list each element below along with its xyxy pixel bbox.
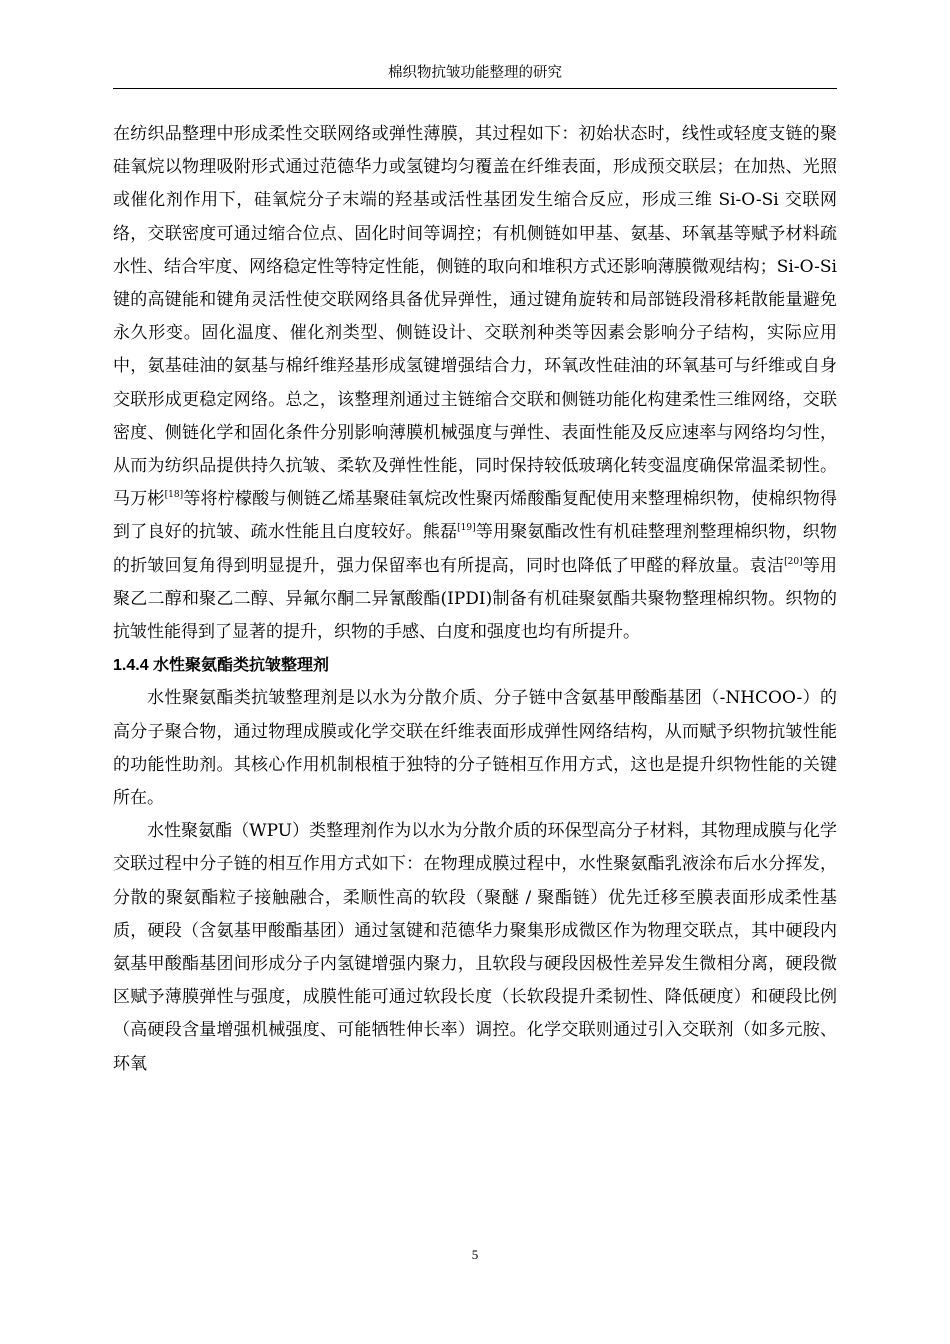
running-header: 棉织物抗皱功能整理的研究: [388, 65, 562, 81]
citation-ref: [19]: [457, 523, 476, 534]
paragraph-text: 等将柠檬酸与侧链乙烯基聚硅氧烷改性聚丙烯酸酯复配使用来整理棉织物，使棉织物得到了良好的抗皱、疏水性能且白度较好。熊磊: [113, 489, 838, 543]
paragraph-wpu-mechanism: 水性聚氨酯（WPU）类整理剂作为以水为分散介质的环保型高分子材料，其物理成膜与化学交联过程中分子链的相互作用方式如下：在物理成膜过程中，水性聚氨酯乳液涂布后水分挥发，分散的聚氨酯粒子接触融合，柔顺性高的软段（聚醚 / 聚酯链）优先迁移至膜表面形成柔性基质，硬段（含氨基甲酸酯基团）通过氢键和范德华力聚集形成微区作为物理交联点，其中硬段内氨基甲酸酯基团间形成分子内氢键增强内聚力，且软段与硬段因极性差异发生微相分离，硬段微区赋予薄膜弹性与强度，成膜性能可通过软段长度（长软段提升柔韧性、降低硬度）和硬段比例（高硬段含量增强机械强度、可能牺牲伸长率）调控。化学交联则通过引入交联剂（如多元胺、环氧: [113, 821, 837, 1074]
paragraph-text: 在纺织品整理中形成柔性交联网络或弹性薄膜，其过程如下：初始状态时，线性或轻度支链的聚硅氧烷以物理吸附形式通过范德华力或氢键均匀覆盖在纤维表面，形成预交联层；在加热、光照或催化剂作用下，硅氧烷分子末端的羟基或活性基团发生缩合反应，形成三维 Si-O-Si 交联网络，交联密度可通过缩合位点、固化时间等调控；有机侧链如甲基、氨基、环氧基等赋予材料疏水性、结合牢度、网络稳定性等特定性能，侧链的取向和堆积方式还影响薄膜微观结构；Si-O-Si 键的高键能和键角灵活性使交联网络具备优异弹性，通过键角旋转和局部链段滑移耗散能量避免永久形变。固化温度、催化剂类型、侧链设计、交联剂种类等因素会影响分子结构，实际应用中，氨基硅油的氨基与棉纤维羟基形成氢键增强结合力，环氧改性硅油的环氧基可与纤维或自身交联形成更稳定网络。总之，该整理剂通过主链缩合交联和侧链功能化构建柔性三维网络，交联密度、侧链化学和固化条件分别影响薄膜机械强度与弹性、表面性能及反应速率与网络均匀性，从而为纺织品提供持久抗皱、柔软及弹性性能，同时保持较低玻璃化转变温度确保常温柔韧性。马万彬: [113, 124, 837, 510]
page-body: [113, 118, 837, 1081]
header-rule: [113, 88, 837, 89]
paragraph-wpu-definition: 水性聚氨酯类抗皱整理剂是以水为分散介质、分子链中含氨基甲酸酯基团（-NHCOO-）的高分子聚合物，通过物理成膜或化学交联在纤维表面形成弹性网络结构，从而赋予织物抗皱性能的功能性助剂。其核心作用机制根植于独特的分子链相互作用方式，这也是提升织物性能的关键所在。: [113, 688, 837, 809]
section-title: 水性聚氨酯类抗皱整理剂: [153, 657, 330, 675]
paragraph-silicone-mechanism: [113, 118, 837, 649]
section-heading: [113, 649, 837, 682]
paragraph-text: 等用聚乙二醇和聚乙二醇、异氟尔酮二异氰酸酯(IPDI)制备有机硅聚氨酯共聚物整理棉织物。织物的抗皱性能得到了显著的提升，织物的手感、白度和强度也均有所提升。: [113, 555, 838, 643]
citation-ref: [18]: [164, 490, 184, 501]
paragraph-text: 等用聚氨酯改性有机硅整理剂整理棉织物，织物的折皱回复角得到明显提升，强力保留率也有所提高，同时也降低了甲醛的释放量。袁洁: [113, 522, 838, 576]
page-number: 5: [471, 1247, 479, 1262]
citation-ref: [20]: [784, 556, 803, 567]
section-number: 1.4.4: [113, 657, 149, 675]
